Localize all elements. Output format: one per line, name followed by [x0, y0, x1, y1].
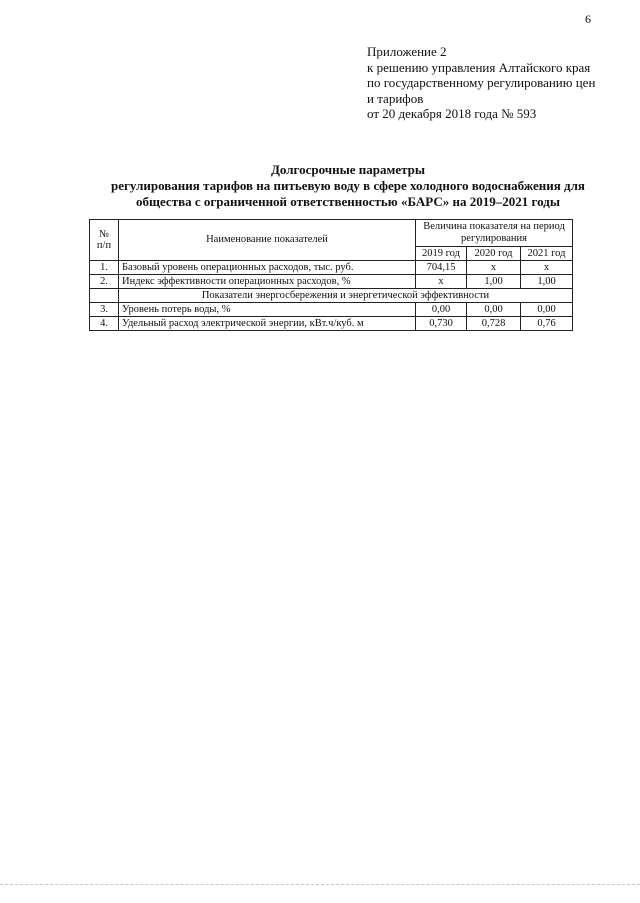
header-year: 2020 год: [467, 247, 521, 261]
appendix-line: к решению управления Алтайского края: [367, 59, 591, 75]
header-year: 2019 год: [416, 247, 467, 261]
document-title: [95, 162, 601, 210]
row-num: 3.: [90, 303, 119, 317]
row-value: 1,00: [467, 275, 521, 289]
row-value: х: [467, 261, 521, 275]
table-row: [90, 261, 573, 275]
row-num: 1.: [90, 261, 119, 275]
page-number: 6: [585, 12, 591, 26]
row-num: 4.: [90, 317, 119, 331]
table-header-row: [90, 220, 573, 247]
appendix-line: и тарифов: [367, 90, 424, 106]
row-num: 2.: [90, 275, 119, 289]
row-name: Уровень потерь воды, %: [119, 303, 416, 317]
row-value: 0,730: [416, 317, 467, 331]
row-value: 0,00: [467, 303, 521, 317]
header-name: Наименование показателей: [119, 220, 416, 261]
row-value: 0,00: [416, 303, 467, 317]
header-value-group: Величина показателя на период регулирования: [416, 220, 573, 247]
parameters-table: [89, 219, 573, 331]
section-heading: Показатели энергосбережения и энергетической эффективности: [119, 289, 573, 303]
title-line: Долгосрочные параметры: [270, 162, 426, 177]
row-value: 0,728: [467, 317, 521, 331]
table-row: [90, 303, 573, 317]
scan-edge-line: [0, 884, 640, 885]
appendix-block: [367, 44, 595, 122]
row-name: Базовый уровень операционных расходов, тыс. руб.: [119, 261, 416, 275]
table-row: [90, 317, 573, 331]
appendix-line: от 20 декабря 2018 года № 593: [367, 106, 537, 121]
title-line: регулирования тарифов на питьевую воду в сфере холодного водоснабжения для: [111, 178, 585, 193]
section-num-empty: [90, 289, 119, 303]
header-year: 2021 год: [521, 247, 573, 261]
row-value: 0,76: [521, 317, 573, 331]
row-value: х: [416, 275, 467, 289]
row-value: 1,00: [521, 275, 573, 289]
title-line: общества с ограниченной ответственностью «БАРС» на 2019–2021 годы: [136, 194, 560, 209]
table-section-row: [90, 289, 573, 303]
table-row: [90, 275, 573, 289]
appendix-line: Приложение 2: [367, 44, 447, 59]
row-value: 704,15: [416, 261, 467, 275]
row-value: 0,00: [521, 303, 573, 317]
appendix-line: по государственному регулированию цен: [367, 75, 596, 90]
row-name: Индекс эффективности операционных расходов, %: [119, 275, 416, 289]
header-num: № п/п: [90, 220, 119, 261]
row-name: Удельный расход электрической энергии, кВт.ч/куб. м: [119, 317, 416, 331]
row-value: х: [521, 261, 573, 275]
